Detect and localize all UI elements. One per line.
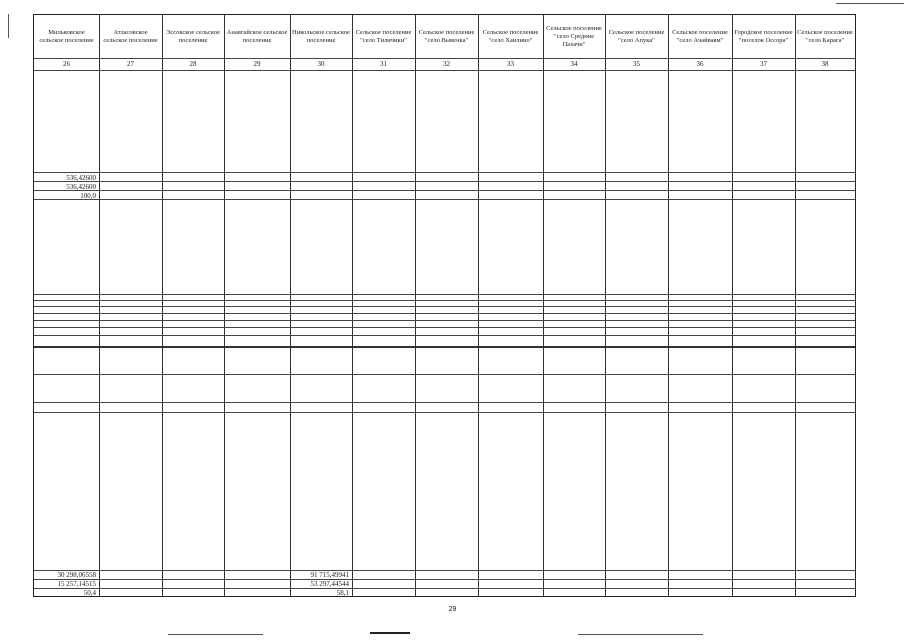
header-srednie-pahachi: Сельское поселение "село Средние Пахачи" [546,25,602,48]
header-essovskoe: Эссовское сельское поселение [166,29,220,44]
row-line [34,579,855,580]
row-line [34,70,855,71]
value-col26: 536,42600 [66,174,96,182]
row-line [34,320,855,321]
row-line [34,412,855,413]
value-col26: 100,0 [80,192,96,200]
value-col26: 536,42600 [66,183,96,191]
value-col30: 91 715,49941 [310,571,349,579]
scan-artifact [168,634,263,635]
header-achayvayam: Сельское поселение "село Ачайваям" [672,29,728,44]
scan-artifact [578,634,703,635]
row-line [34,306,855,307]
value-col26: 30 298,06558 [57,571,96,579]
page-number: 29 [448,606,457,613]
column-number: 29 [253,60,261,68]
column-number: 35 [633,60,640,68]
row-line [34,374,855,375]
scan-artifact [370,632,410,634]
row-line [34,181,855,182]
scan-artifact [8,14,9,38]
header-anavgayskoe: Анавгайское сельское поселение [226,29,288,44]
row-line [34,199,855,200]
header-ossora: Городское поселение "поселок Оссора" [734,29,793,44]
row-line [34,300,855,301]
column-number: 27 [127,60,134,68]
column-number: 28 [189,60,197,68]
row-line [34,190,855,191]
row-line [34,335,855,336]
header-hailino: Сельское поселение "село Хаилино" [482,29,539,44]
value-col26: 15 257,14515 [57,580,96,588]
row-line [34,327,855,328]
header-milkovskoe: Мильковское сельское поселение [39,29,94,44]
column-number: 26 [63,60,70,68]
header-nikolskoe: Никольское сельское поселение [292,29,350,44]
row-line [34,588,855,589]
row-line [34,313,855,314]
header-atlasovskoe: Атласовское сельское поселение [103,29,158,44]
budget-table [33,14,856,597]
header-apuka: Сельское поселение "село Апука" [608,29,665,44]
column-number: 37 [760,60,767,68]
header-vyvenka: Сельское поселение "село Вывенка" [418,29,475,44]
row-line [34,294,855,295]
column-number: 30 [317,60,325,68]
column-number: 34 [570,60,578,68]
column-number: 36 [696,60,704,68]
scan-artifact [836,3,904,4]
row-line [34,172,855,173]
column-number: 31 [380,60,387,68]
column-number: 32 [443,60,450,68]
column-number: 33 [507,60,514,68]
row-line [34,570,855,571]
header-tilichiki: Сельское поселение "село Тиличики" [355,29,412,44]
row-line [34,346,855,348]
value-col30: 53 297,44544 [310,580,349,588]
value-col30: 58,1 [336,589,349,597]
row-line [34,402,855,403]
header-karaga: Сельское поселение "село Карага" [797,29,853,44]
column-number: 38 [821,60,829,68]
value-col26: 50,4 [83,589,96,597]
